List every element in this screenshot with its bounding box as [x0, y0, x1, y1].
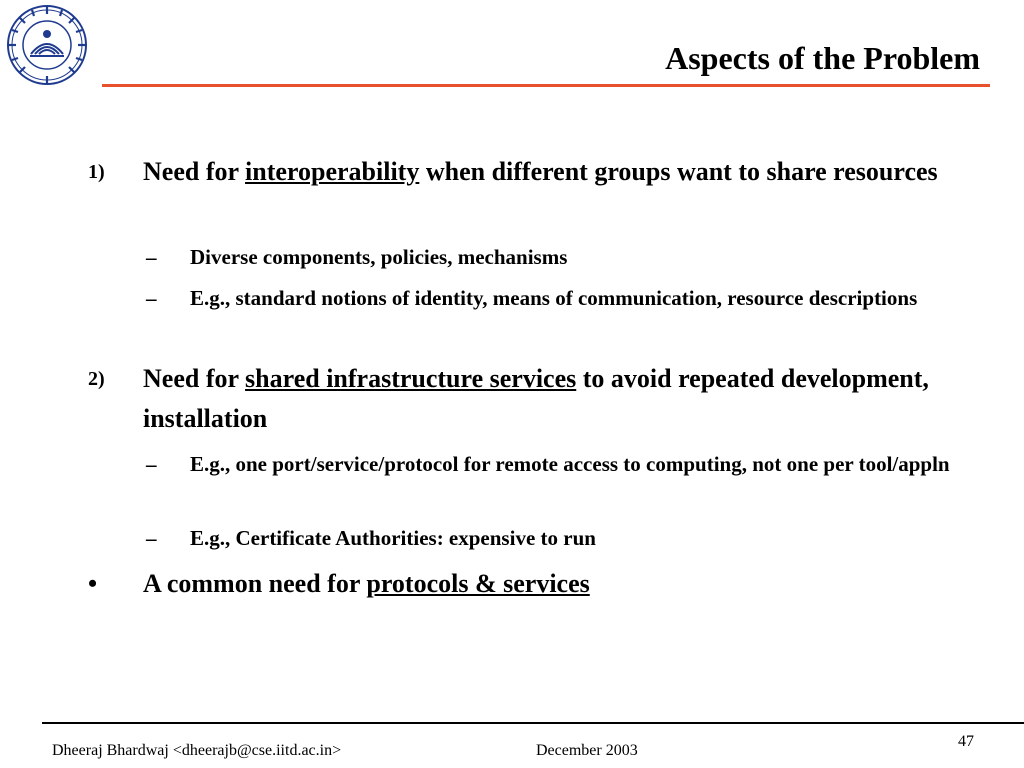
page-number: 47: [958, 733, 974, 750]
item-text: when different groups want to share resources: [419, 157, 938, 186]
item-text: to avoid repeated development, installation: [143, 364, 929, 433]
footer-author: Dheeraj Bhardwaj <dheerajb@cse.iitd.ac.in>: [52, 742, 342, 759]
sub-item: E.g., Certificate Authorities: expensive to run: [190, 526, 596, 550]
item-text: A common need for: [143, 569, 367, 598]
key-term: shared infrastructure services: [245, 364, 577, 393]
slide-title: Aspects of the Problem: [665, 40, 980, 76]
sub-item: E.g., standard notions of identity, means of communication, resource descriptions: [190, 286, 918, 310]
list-item: [143, 359, 983, 439]
sub-item: E.g., one port/service/protocol for remote access to computing, not one per tool/appln: [190, 452, 950, 476]
bullet-marker: •: [88, 569, 98, 598]
sub-marker: –: [146, 286, 157, 310]
sub-marker: –: [146, 526, 157, 550]
list-item: [143, 152, 983, 192]
key-term: interoperability: [245, 157, 420, 186]
key-term: protocols & services: [366, 569, 590, 598]
footer-date: December 2003: [536, 742, 638, 759]
sub-marker: –: [146, 245, 157, 269]
item-text: Need for: [143, 364, 246, 393]
list-marker: 1): [88, 161, 105, 183]
list-item: [143, 564, 983, 604]
sub-item: Diverse components, policies, mechanisms: [190, 245, 568, 269]
list-marker: 2): [88, 368, 105, 390]
item-text: Need for: [143, 157, 246, 186]
sub-marker: –: [146, 452, 157, 476]
footer-divider: [42, 722, 1024, 724]
